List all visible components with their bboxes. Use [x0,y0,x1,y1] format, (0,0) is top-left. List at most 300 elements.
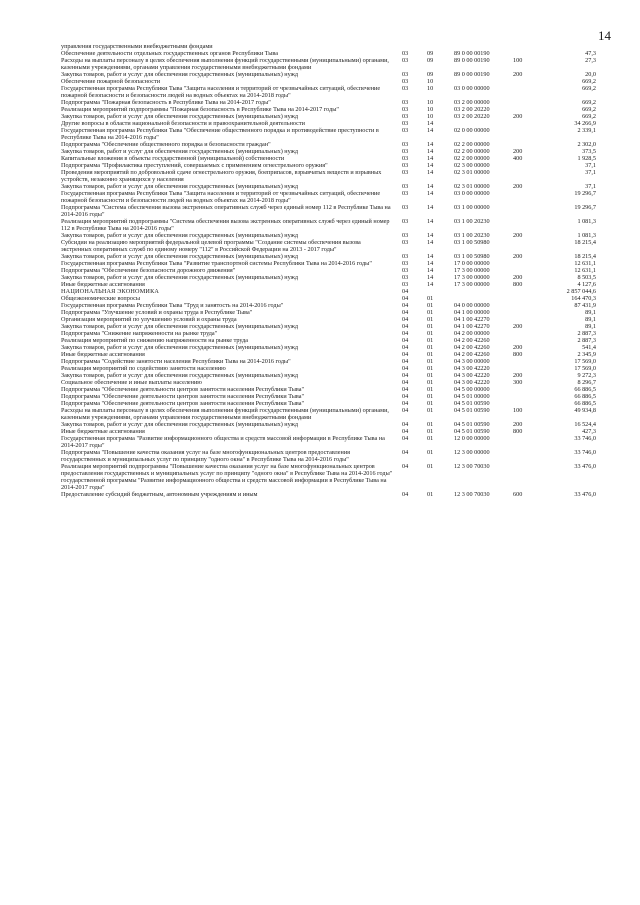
section-code: 04 [402,372,409,379]
section-code: 04 [402,365,409,372]
subsection-code: 01 [427,463,434,470]
table-row [61,421,596,428]
amount: 17 569,0 [574,358,596,365]
expense-type-code: 200 [513,71,523,78]
expense-type-code: 400 [513,155,523,162]
expense-type-code: 800 [513,351,523,358]
amount: 12 631,1 [574,267,596,274]
subsection-code: 01 [427,372,434,379]
subsection-code: 14 [427,120,434,127]
section-code: 04 [402,421,409,428]
row-name: Подпрограмма "Обеспечение безопасности дорожного движения" [61,267,236,274]
section-code: 03 [402,148,409,155]
target-article-code: 03 0 00 00000 [454,85,490,92]
target-article-code: 04 2 00 42260 [454,351,490,358]
row-name: Иные бюджетные ассигнования [61,351,145,358]
subsection-code: 14 [427,218,434,225]
subsection-code: 14 [427,239,434,246]
section-code: 03 [402,232,409,239]
target-article-code: 03 2 00 00000 [454,99,490,106]
amount: 66 886,5 [574,400,596,407]
section-code: 03 [402,190,409,197]
table-row [61,302,596,309]
expense-type-code: 200 [513,232,523,239]
table-row [61,463,596,491]
section-code: 03 [402,267,409,274]
subsection-code: 14 [427,232,434,239]
section-code: 04 [402,330,409,337]
section-code: 04 [402,316,409,323]
subsection-code: 14 [427,148,434,155]
table-row [61,148,596,155]
table-row [61,316,596,323]
page-number: 14 [598,28,611,43]
section-code: 03 [402,57,409,64]
subsection-code: 01 [427,323,434,330]
target-article-code: 04 5 01 00590 [454,400,490,407]
expense-type-code: 200 [513,113,523,120]
section-code: 04 [402,288,409,295]
target-article-code: 02 2 00 00000 [454,141,490,148]
subsection-code: 01 [427,295,434,302]
subsection-code: 14 [427,169,434,176]
subsection-code: 01 [427,435,434,442]
amount: 8 296,7 [577,379,596,386]
row-name: Иные бюджетные ассигнования [61,428,145,435]
table-row [61,43,596,50]
section-code: 04 [402,463,409,470]
table-row [61,57,596,71]
section-code: 04 [402,400,409,407]
table-row [61,281,596,288]
amount: 87 431,9 [574,302,596,309]
amount: 18 215,4 [574,239,596,246]
row-name: Государственная программа Республики Тыва "Обеспечение общественного порядка и противодействие преступности в Республике Тыва на 2014-2016 годы" [61,127,379,141]
target-article-code: 03 1 00 20230 [454,232,490,239]
row-name: Закупка товаров, работ и услуг для обеспечения государственных (муниципальных) нужд [61,148,299,155]
amount: 33 476,0 [574,463,596,470]
section-code: 04 [402,428,409,435]
subsection-code: 01 [427,379,434,386]
row-name: Закупка товаров, работ и услуг для обеспечения государственных (муниципальных) нужд [61,323,299,330]
subsection-code: 01 [427,428,434,435]
subsection-code: 10 [427,85,434,92]
row-name: Расходы на выплаты персоналу в целях обеспечения выполнения функций государственными (муниципальными) органами, казенными учреждениями, органами управления государственными внебюджетными фондами [61,407,389,421]
row-name: Реализация мероприятий подпрограммы "Система обеспечения вызова экстренных оперативных служб через единый номер 112 в Республике Тыва на 2014-2016 годы" [61,218,390,232]
row-name: Другие вопросы в области национальной безопасности и правоохранительной деятельности [61,120,305,127]
table-row [61,50,596,57]
table-row [61,323,596,330]
section-code: 03 [402,218,409,225]
row-name: Закупка товаров, работ и услуг для обеспечения государственных (муниципальных) нужд [61,274,299,281]
table-row [61,386,596,393]
target-article-code: 04 2 00 42260 [454,344,490,351]
amount: 34 266,9 [574,120,596,127]
expense-type-code: 800 [513,428,523,435]
amount: 2 345,9 [577,351,596,358]
target-article-code: 03 1 00 50980 [454,253,490,260]
table-row [61,358,596,365]
row-name: Закупка товаров, работ и услуг для обеспечения государственных (муниципальных) нужд [61,232,299,239]
table-row [61,449,596,463]
amount: 37,1 [585,169,596,176]
target-article-code: 02 3 01 00000 [454,169,490,176]
section-code: 04 [402,337,409,344]
target-article-code: 04 5 01 00590 [454,428,490,435]
amount: 33 746,0 [574,435,596,442]
amount: 49 934,8 [574,407,596,414]
amount: 669,2 [582,85,596,92]
subsection-code: 01 [427,449,434,456]
row-name: Подпрограмма "Пожарная безопасность в Республике Тыва на 2014-2017 годы" [61,99,271,106]
target-article-code: 17 3 00 00000 [454,267,490,274]
target-article-code: 04 0 00 00000 [454,302,490,309]
amount: 47,3 [585,50,596,57]
row-name: Закупка товаров, работ и услуг для обеспечения государственных (муниципальных) нужд [61,372,299,379]
amount: 669,2 [582,113,596,120]
row-name: Закупка товаров, работ и услуг для обеспечения государственных (муниципальных) нужд [61,421,299,428]
subsection-code: 14 [427,274,434,281]
section-code: 03 [402,260,409,267]
row-name: Субсидии на реализацию мероприятий федеральной целевой программы "Создание системы обеспечения вызова экстренных оперативных служб по единому номеру "112" в Российской Федерации на 2013 - 2017 годы" [61,239,361,253]
table-row [61,400,596,407]
subsection-code: 14 [427,155,434,162]
target-article-code: 03 0 00 00000 [454,190,490,197]
table-row [61,379,596,386]
row-name: Капитальные вложения в объекты государственной (муниципальной) собственности [61,155,285,162]
table-row [61,309,596,316]
section-code: 03 [402,253,409,260]
section-code: 03 [402,204,409,211]
row-name: управления государственными внебюджетными фондами [61,43,213,50]
target-article-code: 89 0 00 00190 [454,50,490,57]
amount: 669,2 [582,106,596,113]
row-name: Расходы на выплаты персоналу в целях обеспечения выполнения функций государственными (муниципальными) органами, казенными учреждениями, органами управления государственными внебюджетными фондами [61,57,389,71]
section-code: 03 [402,113,409,120]
amount: 1 928,5 [577,155,596,162]
subsection-code: 01 [427,400,434,407]
section-code: 04 [402,295,409,302]
row-name: Подпрограмма "Обеспечение деятельности центров занятости населения Республики Тыва" [61,386,304,393]
target-article-code: 04 3 00 00000 [454,358,490,365]
subsection-code: 14 [427,267,434,274]
section-code: 04 [402,358,409,365]
subsection-code: 01 [427,407,434,414]
row-name: Закупка товаров, работ и услуг для обеспечения государственных (муниципальных) нужд [61,113,299,120]
target-article-code: 02 3 00 00000 [454,162,490,169]
amount: 33 746,0 [574,449,596,456]
amount: 89,1 [585,316,596,323]
target-article-code: 12 3 00 70030 [454,491,490,498]
table-row [61,393,596,400]
table-row [61,330,596,337]
section-code: 03 [402,274,409,281]
amount: 12 631,1 [574,260,596,267]
target-article-code: 04 1 00 42270 [454,323,490,330]
expense-type-code: 200 [513,253,523,260]
amount: 2 339,1 [577,127,596,134]
section-code: 04 [402,393,409,400]
target-article-code: 04 5 00 00000 [454,386,490,393]
target-article-code: 17 0 00 00000 [454,260,490,267]
row-name: Государственная программа "Развитие информационного общества и средств массовой информации в Республике Тыва на 2014-2017 годы" [61,435,385,449]
subsection-code: 14 [427,127,434,134]
target-article-code: 03 2 00 20220 [454,113,490,120]
subsection-code: 09 [427,57,434,64]
target-article-code: 12 3 00 00000 [454,449,490,456]
row-name: Реализация мероприятий по содействию занятости населению [61,365,226,372]
table-row [61,155,596,162]
subsection-code: 01 [427,344,434,351]
target-article-code: 04 5 01 00590 [454,407,490,414]
subsection-code: 14 [427,260,434,267]
amount: 20,0 [585,71,596,78]
subsection-code: 01 [427,393,434,400]
target-article-code: 12 3 00 70030 [454,463,490,470]
section-code: 04 [402,351,409,358]
table-row [61,218,596,232]
target-article-code: 17 3 00 00000 [454,281,490,288]
target-article-code: 04 2 00 42260 [454,337,490,344]
row-name: Реализация мероприятий подпрограммы "Повышение качества оказания услуг на базе многофункциональных центров предоставления государственных и муниципальных услуг по принципу "одного окна" в Республике Тыва на 2014-2016 годы" государственной программы "Развитие информационного общества и средств массовой информации в Республике Тыва на 2014-2017 годы" [61,463,393,491]
section-code: 04 [402,344,409,351]
row-name: Закупка товаров, работ и услуг для обеспечения государственных (муниципальных) нужд [61,344,299,351]
row-name: Государственная программа Республики Тыва "Защита населения и территорий от чрезвычайных ситуаций, обеспечение пожарной безопасности и безопасности людей на водных объектах на 2014-2018 годы" [61,85,381,99]
row-name: Подпрограмма "Обеспечение деятельности центров занятости населения Республики Тыва" [61,400,304,407]
table-row [61,365,596,372]
section-code: 03 [402,141,409,148]
amount: 1 081,3 [577,232,596,239]
subsection-code: 14 [427,204,434,211]
expense-type-code: 100 [513,57,523,64]
row-name: Государственная программа Республики Тыва "Труд и занятость на 2014-2016 годы" [61,302,284,309]
amount: 1 081,3 [577,218,596,225]
subsection-code: 01 [427,316,434,323]
table-row [61,428,596,435]
row-name: Закупка товаров, работ и услуг для обеспечения государственных (муниципальных) нужд [61,71,299,78]
target-article-code: 04 2 00 00000 [454,330,490,337]
table-row [61,407,596,421]
row-name: Социальное обеспечение и иные выплаты населению [61,379,202,386]
amount: 4 127,6 [577,281,596,288]
table-row [61,99,596,106]
expense-type-code: 200 [513,183,523,190]
table-row [61,120,596,127]
subsection-code: 14 [427,281,434,288]
amount: 9 272,3 [577,372,596,379]
amount: 541,4 [582,344,596,351]
amount: 2 302,0 [577,141,596,148]
subsection-code: 01 [427,337,434,344]
amount: 19 296,7 [574,204,596,211]
section-code: 03 [402,71,409,78]
target-article-code: 04 3 00 42220 [454,372,490,379]
target-article-code: 03 1 00 00000 [454,204,490,211]
expense-type-code: 200 [513,421,523,428]
target-article-code: 89 0 00 00190 [454,57,490,64]
row-name: НАЦИОНАЛЬНАЯ ЭКОНОМИКА [61,288,160,295]
table-row [61,491,596,498]
table-row [61,71,596,78]
table-row [61,274,596,281]
row-name: Предоставление субсидий бюджетным, автономным учреждениям и иным [61,491,258,498]
amount: 19 296,7 [574,190,596,197]
amount: 66 886,5 [574,386,596,393]
row-name: Закупка товаров, работ и услуг для обеспечения государственных (муниципальных) нужд [61,183,299,190]
table-row [61,113,596,120]
row-name: Подпрограмма "Система обеспечения вызова экстренных оперативных служб через единый номер 112 в Республике Тыва на 2014-2016 годы" [61,204,391,218]
amount: 2 887,3 [577,330,596,337]
row-name: Закупка товаров, работ и услуг для обеспечения государственных (муниципальных) нужд [61,253,299,260]
target-article-code: 04 3 00 42220 [454,379,490,386]
section-code: 04 [402,379,409,386]
section-code: 03 [402,78,409,85]
subsection-code: 01 [427,421,434,428]
table-row [61,351,596,358]
subsection-code: 01 [427,309,434,316]
row-name: Подпрограмма "Обеспечение общественного порядка и безопасности граждан" [61,141,271,148]
amount: 37,1 [585,183,596,190]
table-row [61,141,596,148]
amount: 669,2 [582,99,596,106]
expense-type-code: 200 [513,148,523,155]
row-name: Организация мероприятий по улучшению условий и охраны труда [61,316,237,323]
subsection-code: 14 [427,190,434,197]
row-name: Подпрограмма "Повышение качества оказания услуг на базе многофункциональных центров предоставления государственных и муниципальных услуг по принципу "одного окна" в Республике Тыва на 2014-2016 годы" [61,449,350,463]
amount: 669,2 [582,78,596,85]
subsection-code: 14 [427,162,434,169]
subsection-code: 01 [427,491,434,498]
expense-type-code: 200 [513,274,523,281]
amount: 33 476,0 [574,491,596,498]
row-name: Подпрограмма "Содействие занятости населения Республики Тыва на 2014-2016 годы" [61,358,291,365]
target-article-code: 02 2 00 00000 [454,148,490,155]
amount: 66 886,5 [574,393,596,400]
subsection-code: 14 [427,183,434,190]
expense-type-code: 200 [513,323,523,330]
row-name: Общеэкономические вопросы [61,295,140,302]
table-row [61,106,596,113]
section-code: 03 [402,281,409,288]
amount: 27,3 [585,57,596,64]
table-row [61,288,596,295]
amount: 18 215,4 [574,253,596,260]
table-row [61,295,596,302]
target-article-code: 04 3 00 42220 [454,365,490,372]
section-code: 03 [402,99,409,106]
row-name: Иные бюджетные ассигнования [61,281,145,288]
row-name: Обеспечение пожарной безопасности [61,78,161,85]
table-row [61,337,596,344]
row-name: Государственная программа Республики Тыва "Защита населения и территорий от чрезвычайных ситуаций, обеспечение пожарной безопасности и безопасности людей на водных объектах на 2014-2018 годы" [61,190,381,204]
amount: 2 857 044,6 [566,288,596,295]
row-name: Проведения мероприятий по добровольной сдаче огнестрельного оружия, боеприпасов, взрывчатых веществ и взрывных устройств, незаконно хранящихся у населения [61,169,382,183]
section-code: 03 [402,183,409,190]
table-row [61,239,596,253]
amount: 37,1 [585,162,596,169]
row-name: Государственная программа Республики Тыва "Развитие транспортной системы Республики Тыва на 2014-2016 годы" [61,260,372,267]
section-code: 04 [402,407,409,414]
subsection-code: 01 [427,302,434,309]
amount: 8 503,5 [577,274,596,281]
target-article-code: 02 3 01 00000 [454,183,490,190]
section-code: 03 [402,106,409,113]
target-article-code: 04 1 00 42270 [454,316,490,323]
table-row [61,162,596,169]
row-name: Реализация мероприятий подпрограммы "Пожарная безопасность в Республике Тыва на 2014-2017 годы" [61,106,339,113]
section-code: 03 [402,155,409,162]
subsection-code: 14 [427,141,434,148]
section-code: 03 [402,239,409,246]
target-article-code: 03 1 00 50980 [454,239,490,246]
subsection-code: 01 [427,386,434,393]
expense-type-code: 600 [513,491,523,498]
table-row [61,344,596,351]
section-code: 04 [402,302,409,309]
target-article-code: 04 5 01 00000 [454,393,490,400]
row-name: Подпрограмма "Обеспечение деятельности центров занятости населения Республики Тыва" [61,393,304,400]
budget-table [61,43,596,498]
section-code: 03 [402,50,409,57]
section-code: 04 [402,491,409,498]
row-name: Реализация мероприятий по снижению напряженности на рынке труда [61,337,248,344]
subsection-code: 01 [427,330,434,337]
row-name: Подпрограмма "Улучшение условий и охраны труда в Республике Тыва" [61,309,253,316]
table-row [61,260,596,267]
table-row [61,190,596,204]
subsection-code: 09 [427,71,434,78]
subsection-code: 10 [427,106,434,113]
section-code: 04 [402,323,409,330]
target-article-code: 03 1 00 20230 [454,218,490,225]
table-row [61,78,596,85]
table-row [61,435,596,449]
target-article-code: 12 0 00 00000 [454,435,490,442]
amount: 164 470,3 [571,295,596,302]
target-article-code: 02 0 00 00000 [454,127,490,134]
section-code: 04 [402,309,409,316]
section-code: 04 [402,435,409,442]
subsection-code: 10 [427,99,434,106]
expense-type-code: 300 [513,379,523,386]
target-article-code: 02 2 00 00000 [454,155,490,162]
row-name: Подпрограмма "Профилактика преступлений, совершаемых с применением огнестрельного оружия" [61,162,328,169]
amount: 2 887,3 [577,337,596,344]
target-article-code: 03 2 00 20220 [454,106,490,113]
subsection-code: 10 [427,113,434,120]
target-article-code: 04 1 00 00000 [454,309,490,316]
subsection-code: 01 [427,351,434,358]
amount: 16 524,4 [574,421,596,428]
subsection-code: 10 [427,78,434,85]
section-code: 03 [402,85,409,92]
table-row [61,183,596,190]
section-code: 04 [402,449,409,456]
section-code: 03 [402,120,409,127]
section-code: 03 [402,169,409,176]
amount: 89,1 [585,323,596,330]
table-row [61,204,596,218]
target-article-code: 17 3 00 00000 [454,274,490,281]
table-row [61,127,596,141]
subsection-code: 14 [427,253,434,260]
section-code: 03 [402,162,409,169]
table-row [61,169,596,183]
expense-type-code: 800 [513,281,523,288]
amount: 17 569,0 [574,365,596,372]
table-row [61,232,596,239]
table-row [61,267,596,274]
